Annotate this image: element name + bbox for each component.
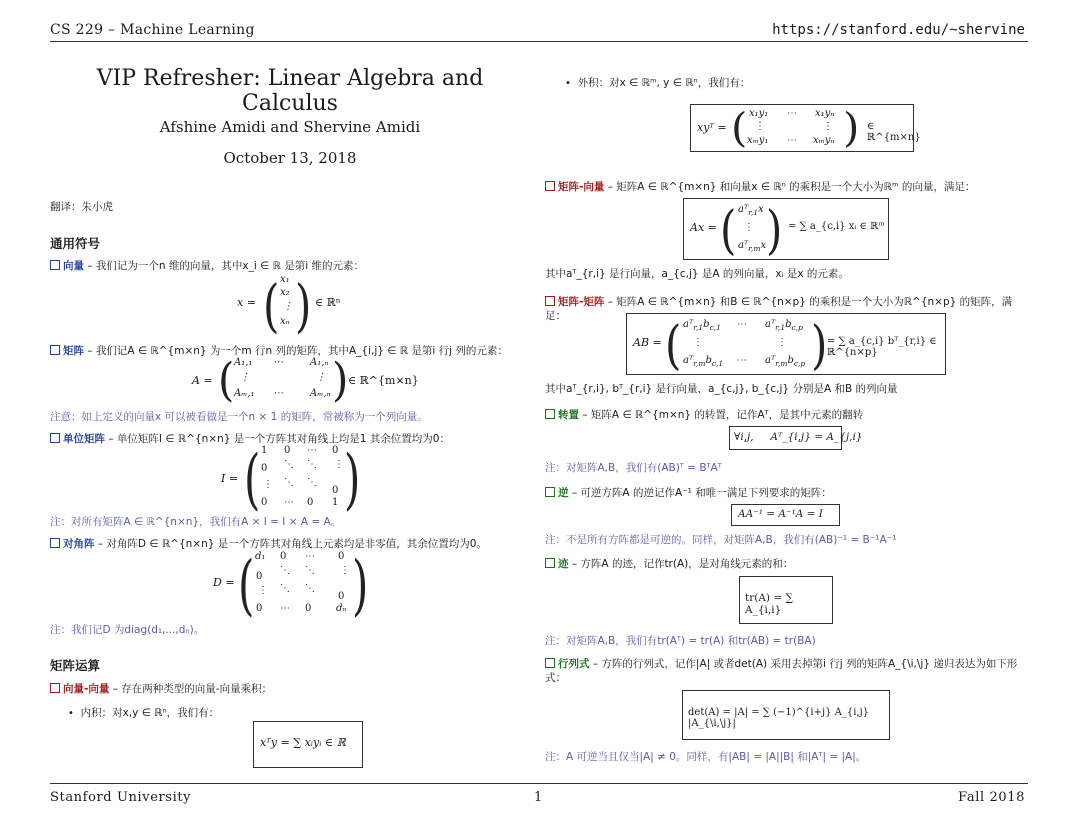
identity-def: 单位矩阵 – 单位矩阵I ∈ ℝ^{n×n} 是一个方阵其对角线上均是1 其余位置均为0：: [50, 432, 530, 446]
checkbox-icon: [50, 683, 60, 693]
authors: Afshine Amidi and Shervine Amidi: [159, 118, 421, 136]
matrix-note: 注意：如上定义的向量x 可以被看做是一个n × 1 的矩阵，常被称为一个列向量。: [50, 411, 428, 423]
transpose-eq: ∀i,j, Aᵀ_{i,j} = A_{j,i}: [734, 431, 863, 443]
section-matrix-ops: 矩阵运算: [50, 658, 101, 673]
mv-lhs: Ax =: [690, 221, 717, 234]
det-def: 行列式 – 方阵的行列式，记作|A| 或者det(A) 采用去掉第i 行j 列的矩阵A_{\i,\j} 递归表达为如下形式：: [545, 658, 1018, 684]
identity-note: 注：对所有矩阵A ∈ ℝ^{n×n}，我们有A × I = I × A = A。: [50, 516, 342, 528]
mm-rhs: = ∑ a_{c,i} bᵀ_{r,i} ∈ ℝ^{n×p}: [827, 336, 937, 358]
vector-eq-rhs: ∈ ℝⁿ: [315, 296, 341, 309]
checkbox-icon: [50, 433, 60, 443]
diag-note: 注：我们记D 为diag(d₁,...,dₙ)。: [50, 624, 205, 636]
vv-def: 向量-向量 – 存在两种类型的向量-向量乘积：: [50, 682, 530, 696]
vector-keyword: 向量: [50, 260, 84, 272]
mm-box: [626, 313, 946, 375]
matrix-eq-lhs: A =: [192, 374, 213, 387]
vector-equation: ( x₁ x₂ ⋮ xₙ ): [263, 272, 312, 339]
header-rule: [50, 41, 1028, 42]
checkbox-icon: [50, 538, 60, 548]
mv-where: 其中aᵀ_{r,i} 是行向量，a_{c,j} 是A 的列向量，xᵢ 是x 的元素。: [545, 268, 849, 280]
mv-def: 矩阵-向量 – 矩阵A ∈ ℝ^{m×n} 和向量x ∈ ℝⁿ 的乘积是一个大小为ℝᵐ 的向量，满足：: [545, 180, 1030, 194]
outer-product-box: [690, 104, 921, 152]
mv-box: [683, 198, 889, 260]
checkbox-icon: [545, 296, 555, 306]
mm-lhs: AB =: [633, 336, 662, 349]
trace-def: 迹 – 方阵A 的迹，记作tr(A)，是对角线元素的和：: [545, 557, 1030, 571]
diag-def: 对角阵 – 对角阵D ∈ ℝ^{n×n} 是一个方阵其对角线上元素均是非零值，其余位置均为0。: [50, 537, 530, 551]
inner-product-item: • 内积：对x,y ∈ ℝⁿ，我们有：: [68, 707, 220, 719]
checkbox-icon: [50, 260, 60, 270]
translator: 翻译：朱小虎: [50, 201, 113, 213]
matrix-equation: ( A₁,₁ ⋯ A₁,ₙ ⋮ ⋮ Aₘ,₁ ⋯ Aₘ,ₙ ): [218, 352, 349, 407]
matrix-eq-rhs: ∈ ℝ^{m×n}: [348, 374, 419, 387]
date: October 13, 2018: [223, 149, 357, 167]
inner-product-eq: xᵀy = ∑ xᵢyᵢ ∈ ℝ: [260, 736, 346, 749]
vector-def: 向量 – 我们记为一个n 维的向量，其中x_i ∈ ℝ 是第i 维的元素：: [50, 259, 530, 273]
trace-eq: tr(A) = ∑ A_{i,i}: [745, 592, 793, 616]
inverse-note: 注：不是所有方阵都是可逆的。同样，对矩阵A,B，我们有(AB)⁻¹ = B⁻¹A⁻¹: [545, 534, 897, 546]
outer-product-item: • 外积：对x ∈ ℝᵐ, y ∈ ℝⁿ，我们有：: [565, 77, 751, 89]
diag-equation: ( d₁ 0 ⋯ 0 0 ⋱ ⋱ ⋮ ⋮ ⋱ ⋱ 0 0 ⋯ 0 dₙ ): [238, 546, 369, 623]
inverse-eq: AA⁻¹ = A⁻¹A = I: [738, 508, 823, 520]
identity-equation: ( 1 0 ⋯ 0 0 ⋱ ⋱ ⋮ ⋮ ⋱ ⋱ 0 0 ⋯ 0 1 ): [244, 440, 361, 517]
checkbox-icon: [545, 409, 555, 419]
mm-matrix: ( $aᵀ_{r,1}b_{c,1}$ ⋯ $aᵀ_{r,1}b_{c,p}$ ⋮ ⋮ $aᵀ_{r,m}b_{c,1}$ ⋯ $aᵀ_{r,m}b_{c,p}$ ): [665, 314, 828, 376]
mv-rhs: = ∑ a_{c,i} xᵢ ∈ ℝᵐ: [788, 221, 885, 232]
mm-def: 矩阵-矩阵 – 矩阵A ∈ ℝ^{m×n} 和B ∈ ℝ^{n×p} 的乘积是一个大小为ℝ^{n×p} 的矩阵，满足：: [545, 296, 1013, 322]
checkbox-icon: [545, 487, 555, 497]
trace-note: 注：对矩阵A,B，我们有tr(Aᵀ) = tr(A) 和tr(AB) = tr(BA): [545, 635, 816, 647]
trace-box: [739, 576, 833, 624]
bullet-icon: •: [565, 78, 571, 89]
checkbox-icon: [545, 558, 555, 568]
inverse-box: [731, 504, 840, 526]
inner-product-box: [253, 721, 363, 768]
det-eq: det(A) = |A| = ∑ (−1)^{i+j} A_{i,j} |A_{\i,\j}|: [688, 707, 870, 729]
footer-term: Fall 2018: [958, 790, 1025, 805]
outer-lhs: xyᵀ =: [697, 121, 727, 134]
mv-matrix: ( aᵀ$_{r,1}$x ⋮ aᵀ$_{r,m}$x ): [720, 199, 783, 261]
header-url[interactable]: https://stanford.edu/~shervine: [772, 22, 1025, 38]
det-note: 注：A 可逆当且仅当|A| ≠ 0。同样，有|AB| = |A||B| 和|Aᵀ| = |A|。: [545, 751, 867, 763]
header-course: CS 229 – Machine Learning: [50, 22, 255, 38]
footer-rule: [50, 783, 1028, 784]
inverse-def: 逆 – 可逆方阵A 的逆记作A⁻¹ 和唯一满足下列要求的矩阵：: [545, 486, 1030, 500]
footer-university: Stanford University: [50, 790, 192, 805]
mm-where: 其中aᵀ_{r,i}, bᵀ_{r,i} 是行向量，a_{c,j}, b_{c,j} 分别是A 和B 的列向量: [545, 383, 898, 395]
transpose-def: 转置 – 矩阵A ∈ ℝ^{m×n} 的转置，记作Aᵀ，是其中元素的翻转: [545, 408, 1030, 422]
checkbox-icon: [545, 181, 555, 191]
transpose-note: 注：对矩阵A,B，我们有(AB)ᵀ = BᵀAᵀ: [545, 462, 722, 474]
checkbox-icon: [545, 658, 555, 668]
matrix-def: 矩阵 – 我们记A ∈ ℝ^{m×n} 为一个m 行n 列的矩阵，其中A_{i,j} ∈ ℝ 是第i 行j 列的元素：: [50, 344, 530, 358]
section-general: 通用符号: [50, 236, 101, 251]
vector-eq-lhs: x =: [237, 296, 256, 309]
checkbox-icon: [50, 345, 60, 355]
diag-eq-lhs: D =: [213, 576, 235, 589]
outer-matrix: ( x₁y₁ ⋯ x₁yₙ ⋮ ⋮ xₘy₁ ⋯ xₘyₙ ): [731, 104, 860, 151]
det-box: [682, 690, 890, 740]
bullet-icon: •: [68, 708, 74, 719]
identity-eq-lhs: I =: [221, 472, 239, 485]
outer-rhs: ∈ ℝ^{m×n}: [867, 121, 921, 143]
page-title: VIP Refresher: Linear Algebra and Calculus: [96, 66, 484, 116]
transpose-box: [729, 426, 863, 450]
page-number: 1: [534, 790, 543, 805]
